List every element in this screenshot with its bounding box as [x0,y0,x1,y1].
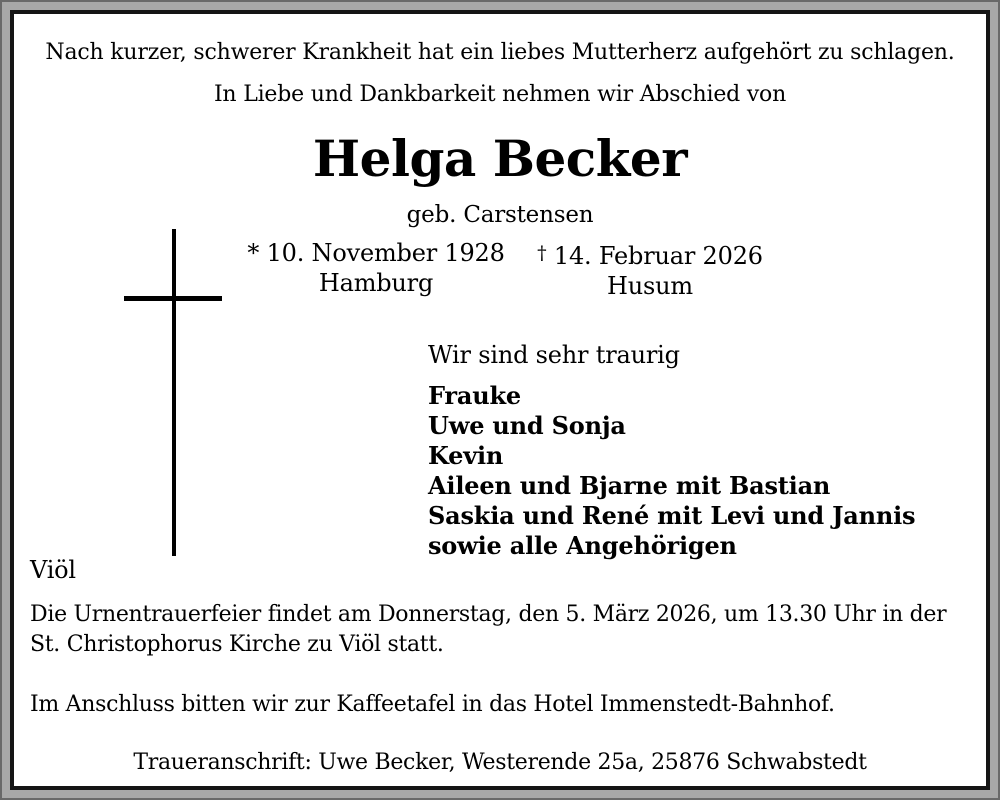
mourners-list [428,381,915,561]
intro-line-2: In Liebe und Dankbarkeit nehmen wir Abschied von [213,82,787,107]
birth-star-symbol: * [247,239,260,267]
maiden-name: geb. Carstensen [406,202,594,228]
death-date: 14. Februar 2026 [553,242,763,270]
reception-info: Im Anschluss bitten wir zur Kaffeetafel in das Hotel Immenstedt-Bahnhof. [30,692,835,717]
cross-vertical-bar [172,229,176,556]
death-place: Husum [607,272,693,300]
death-info [470,238,830,301]
birth-place: Hamburg [318,269,434,297]
notice-page [10,10,990,790]
mourner-name: Frauke [428,381,521,410]
death-dagger-symbol: † [537,242,547,264]
service-info [30,600,946,660]
notice-frame-mat [2,2,998,798]
mourning-intro: Wir sind sehr traurig [428,341,680,369]
mourner-name: Aileen und Bjarne mit Bastian [428,471,831,500]
birth-date: 10. November 1928 [266,239,505,267]
service-line-1: Die Urnentrauerfeier findet am Donnerstag, den 5. März 2026, um 13.30 Uhr in der [30,602,947,627]
mourner-name: Uwe und Sonja [428,411,626,440]
death-date-line [470,238,830,271]
service-line-2: St. Christophorus Kirche zu Viöl statt. [30,632,444,657]
mourner-name: Saskia und René mit Levi und Jannis [428,501,916,530]
mourning-address: Traueranschrift: Uwe Becker, Westerende 25a, 25876 Schwabstedt [133,750,867,775]
mourner-name: Kevin [428,441,504,470]
mourner-name: sowie alle Angehörigen [428,531,737,560]
notice-city: Viöl [30,556,76,584]
intro-line-1: Nach kurzer, schwerer Krankheit hat ein liebes Mutterherz aufgehört zu schlagen. [45,40,955,65]
deceased-name: Helga Becker [312,129,688,188]
